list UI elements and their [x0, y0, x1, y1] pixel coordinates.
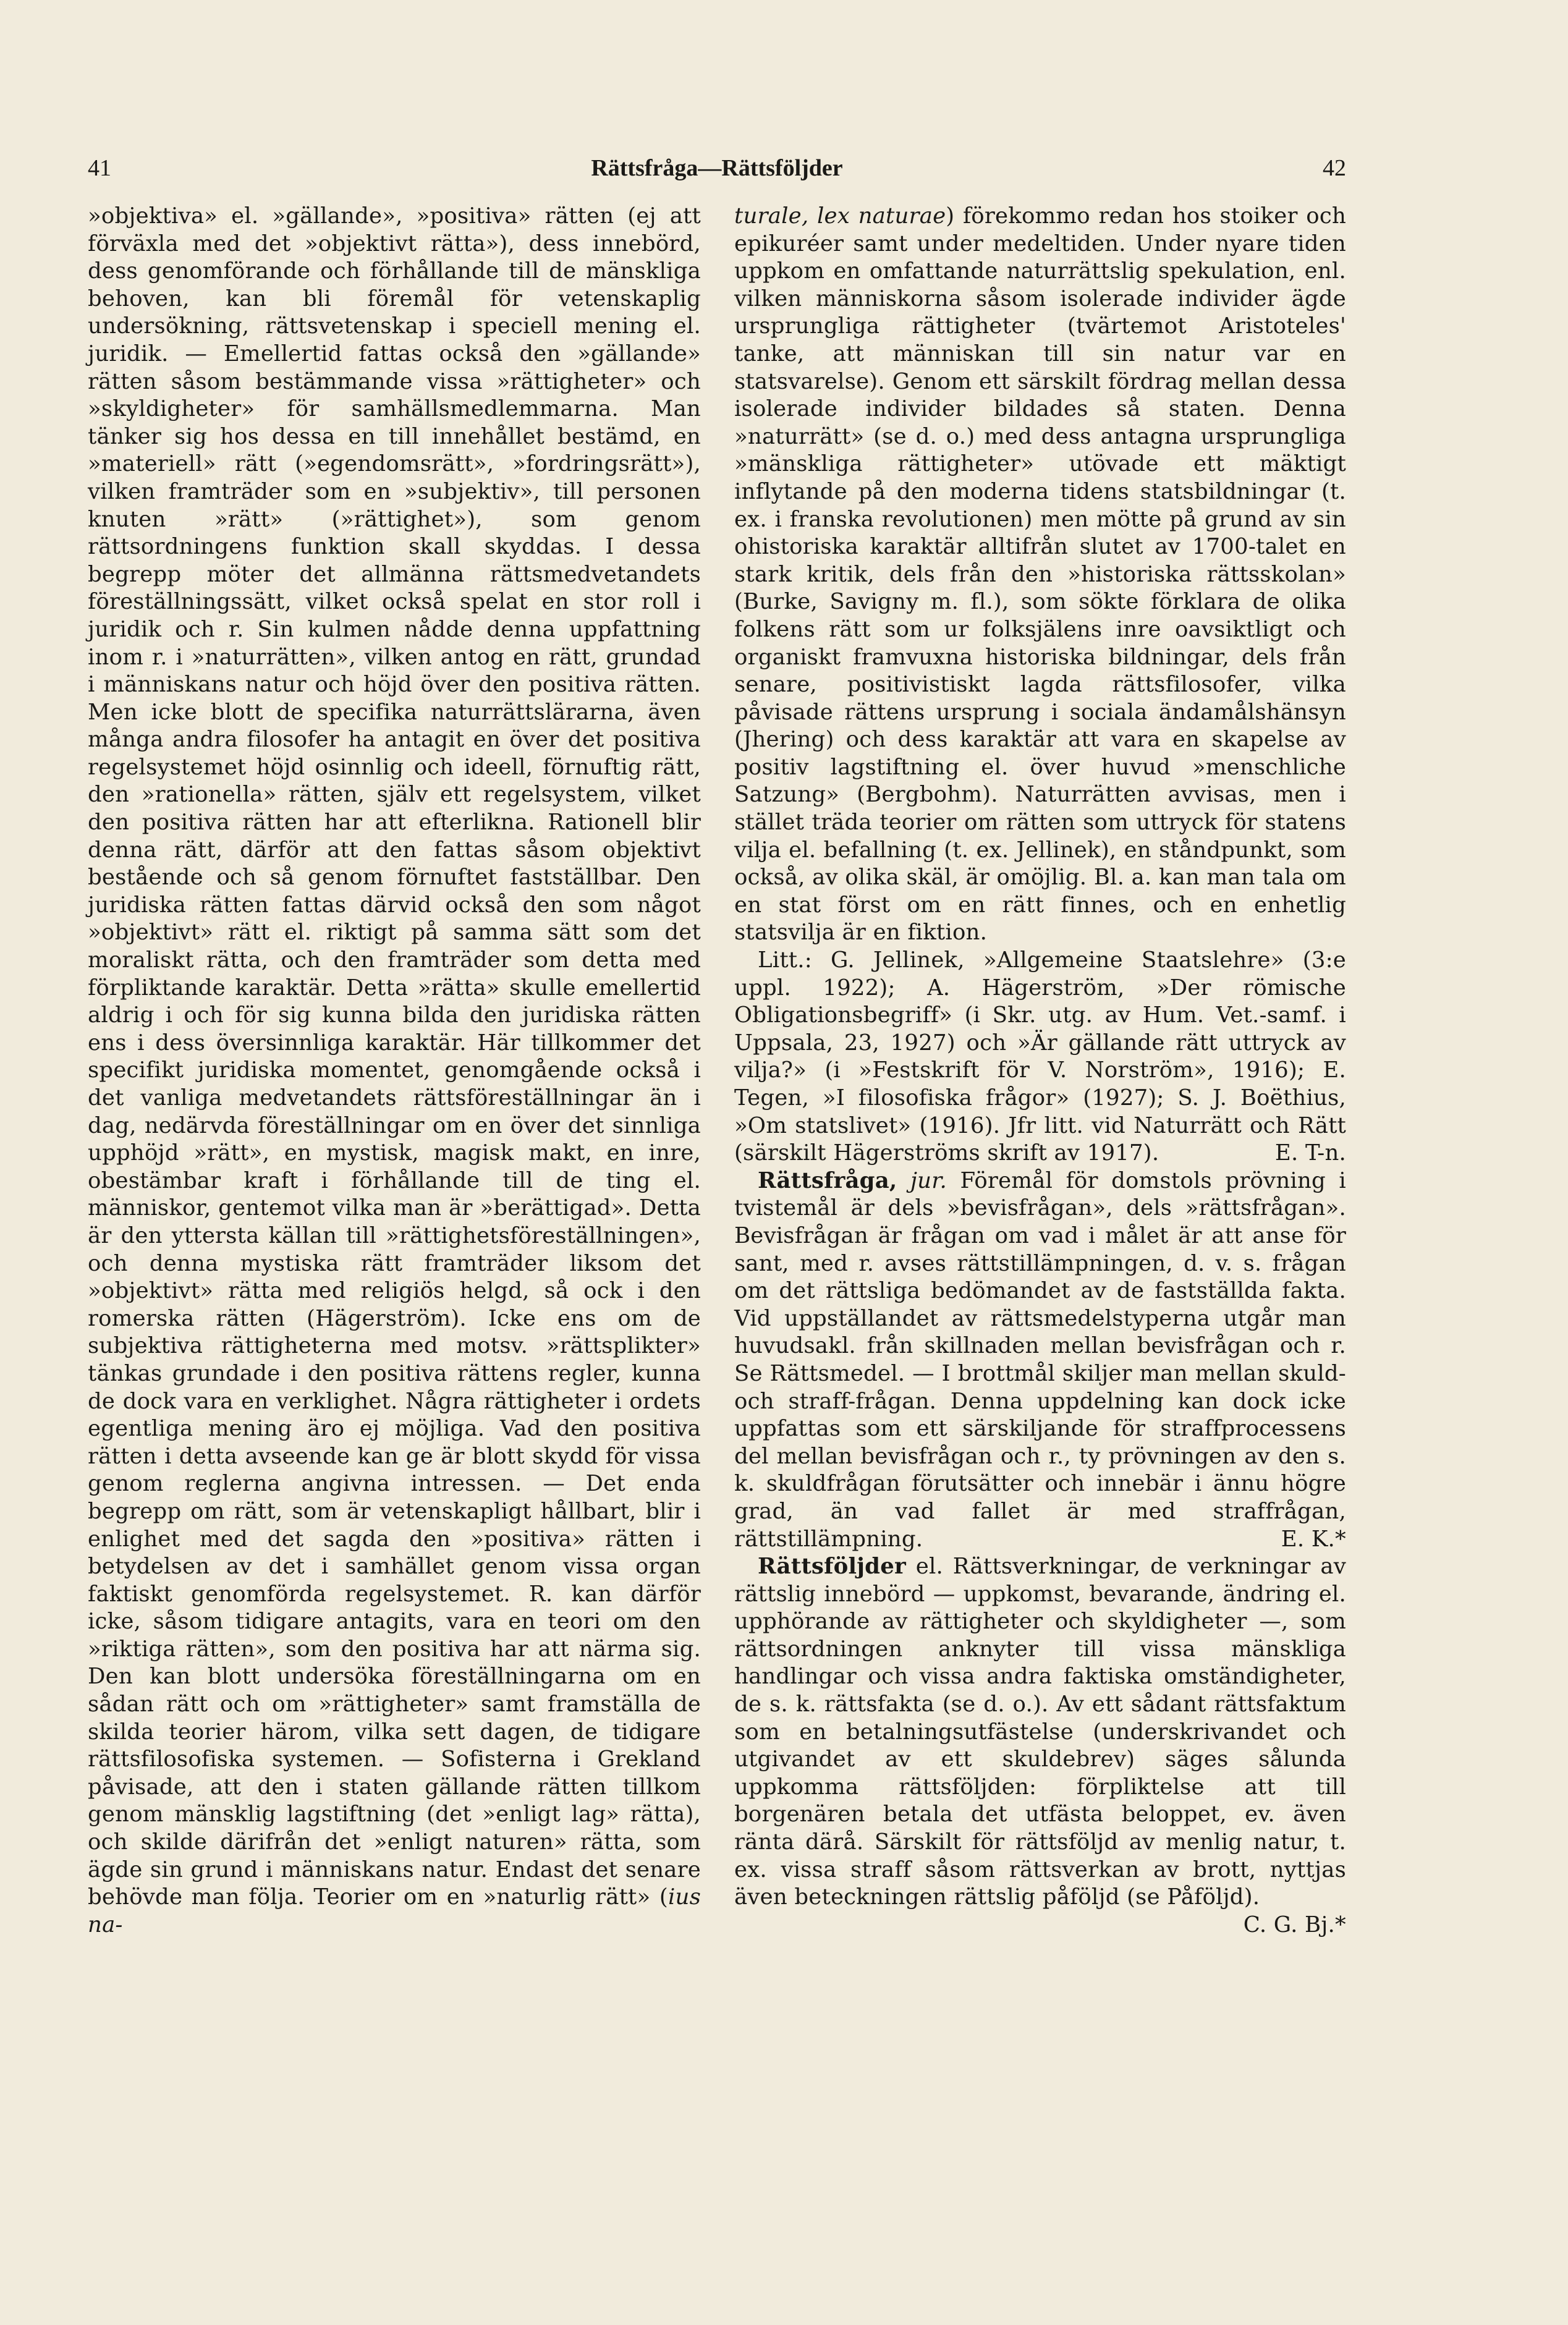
entry-rattsfraga-text: Föremål för domstols prövning i tvistemål är dels »bevisfrågan», dels »rättsfrågan». Bevisfrågan är frågan om vad i målet är att anse för sant, med r. avses rättstillämpningen, d. v. s. frågan om det rättsliga bedömandet av de fastställda fakta. Vid uppställandet av rättsmedelstyperna utgår man huvudsakl. från skillnaden mellan bevisfrågan och r. Se Rättsmedel. — I brottmål skiljer man mellan skuld- och straff-frågan. Denna uppdelning kan dock icke uppfattas som ett särskiljande för straffprocessens del mellan bevisfrågan och r., ty prövningen av den s. k. skuldfrågan förutsätter och innebär i ännu högre grad, än vad fallet är med straffrågan, rättstillämpning. [734, 1167, 1346, 1552]
page-number-right: 42 [1323, 155, 1346, 181]
entry-rattsfoljder-signature: C. G. Bj.* [1243, 1912, 1346, 1938]
left-column [88, 203, 701, 1939]
naturratt-continuation [734, 203, 1346, 947]
entry-rattsfraga [734, 1167, 1346, 1553]
right-column [734, 203, 1346, 1939]
continuation-text: ) förekommo redan hos stoiker och epikuréer samt under medeltiden. Under nyare tiden uppkom en omfattande naturrättslig spekulation, enl. vilken människorna såsom isolerade individer ägde ursprungliga rättigheter (tvärtemot Aristoteles' tanke, att människan till sin natur var en statsvarelse). Genom ett särskilt fördrag mellan dessa isolerade individer bildades så staten. Denna »naturrätt» (se d. o.) med dess antagna ursprungliga »mänskliga rättigheter» utövade ett mäktigt inflytande på den moderna tidens statsbildningar (t. ex. i franska revolutionen) men mötte på grund av sin ohistoriska karaktär alltifrån slutet av 1700-talet en stark kritik, dels från den »historiska rättsskolan» (Burke, Savigny m. fl.), som sökte förklara de olika folkens rätt som ur folksjälens inre oavsiktligt och organiskt framvuxna historiska bildningar, dels från senare, positivistiskt lagda rättsfilosofer, vilka påvisade rättens ursprung i sociala ändamålshänsyn (Jhering) och dess karaktär att vara en skapelse av positiv lagstiftning el. över huvud »menschliche Satzung» (Bergbohm). Naturrätten avvisas, men i stället träda teorier om rätten som uttryck för statens vilja el. befallning (t. ex. Jellinek), en ståndpunkt, som också, av olika skäl, är omöjlig. Bl. a. kan man tala om en stat först om en rätt finnes, och en enhetlig statsvilja är en fiktion. [734, 203, 1347, 946]
entry-rattsfoljder-text: el. Rättsverkningar, de verkningar av rättslig innebörd — uppkomst, bevarande, ändring el. upphörande av rättigheter och skyldigheter —, som rättsordningen anknyter till vissa mänskliga handlingar och vissa andra faktiska omständigheter, de s. k. rättsfakta (se d. o.). Av ett sådant rättsfaktum som en betalningsutfästelse (underskrivandet och utgivandet av ett skuldebrev) säges sålunda uppkomma rättsföljden: förpliktelse att till borgenären betala det utfästa beloppet, ev. även ränta därå. Särskilt för rättsföljd av menlig natur, t. ex. vissa straff såsom rättsverkan av brott, nyttjas även beteckningen rättslig påföljd (se Påföljd). [734, 1554, 1346, 1910]
left-column-paragraph [88, 203, 701, 1939]
lemma-rattsfraga-pos: jur. [910, 1167, 947, 1193]
literature-text: Litt.: G. Jellinek, »Allgemeine Staatslehre» (3:e uppl. 1922); A. Hägerström, »Der römische Obligationsbegriff» (i Skr. utg. av Hum. Vet.-samf. i Uppsala, 23, 1927) och »Är gällande rätt uttryck av vilja?» (i »Festskrift för V. Norström», 1916); E. Tegen, »I filosofiska frågor» (1927); S. J. Boëthius, »Om statslivet» (1916). Jfr litt. vid Naturrätt och Rätt (särskilt Hägerströms skrift av 1917). [734, 947, 1346, 1166]
entry-rattsfoljder [734, 1553, 1346, 1938]
continuation-italic: turale, lex naturae [734, 203, 946, 229]
lemma-rattsfraga: Rättsfråga, [758, 1167, 897, 1193]
left-column-italic-tail: ius na- [88, 1884, 701, 1938]
entry-rattsfraga-signature: E. K.* [1281, 1526, 1346, 1552]
left-column-text: »objektiva» el. »gällande», »positiva» rätten (ej att förväxla med det »objektivt rätta»), dess innebörd, dess genomförande och förhållande till de mänskliga behoven, kan bli föremål för vetenskaplig undersökning, rättsvetenskap i speciell mening el. juridik. — Emellertid fattas också den »gällande» rätten såsom bestämmande vissa »rättigheter» och »skyldigheter» för samhällsmedlemmarna. Man tänker sig hos dessa en till innehållet bestämd, en »materiell» rätt (»egendomsrätt», »fordringsrätt»), vilken framträder som en »subjektiv», till personen knuten »rätt» (»rättighet»), som genom rättsordningens funktion skall skyddas. I dessa begrepp möter det allmänna rättsmedvetandets föreställningssätt, vilket också spelat en stor roll i juridik och r. Sin kulmen nådde denna uppfattning inom r. i »naturrätten», vilken antog en rätt, grundad i människans natur och höjd över den positiva rätten. Men icke blott de specifika naturrättslärarna, även många andra filosofer ha antagit en över det positiva regelsystemet höjd osinnlig och ideell, förnuftig rätt, den »rationella» rätten, själv ett regelsystem, vilket den positiva rätten har att efterlikna. Rationell blir denna rätt, därför att den fattas såsom objektivt bestående och så genom förnuftet fastställbar. Den juridiska rätten fattas därvid också den som något »objektivt» rätt el. riktigt på samma sätt som det moraliskt rätta, och den framträder som detta med förpliktande karaktär. Detta »rätta» skulle emellertid aldrig i och för sig kunna bilda den juridiska rätten ens i dess översinnliga karaktär. Här tillkommer det specifikt juridiska momentet, genomgående också i det vanliga medvetandets rättsföreställningar än i dag, nedärvda föreställningar om en över det sinnliga upphöjd »rätt», en mystisk, magisk makt, en inre, obestämbar kraft i förhållande till de ting el. människor, gentemot vilka man är »berättigad». Detta är den yttersta källan till »rättighetsföreställningen», och denna mystiska rätt framträder liksom det »objektivt» rätta med religiös helgd, så ock i den romerska rätten (Hägerström). Icke ens om de subjektiva rättigheterna med motsv. »rättsplikter» tänkas grundade i den positiva rättens regler, kunna de dock vara en verklighet. Några rättigheter i ordets egentliga mening äro ej möjliga. Vad den positiva rätten i detta avseende kan ge är blott skydd för vissa genom reglerna angivna intressen. — Det enda begrepp om rätt, som är vetenskapligt hållbart, blir i enlighet med det sagda den »positiva» rätten i betydelsen av det i samhället genom vissa organ faktiskt genomförda regelsystemet. R. kan därför icke, såsom tidigare antagits, vara en teori om den »riktiga rätten», som den positiva har att närma sig. Den kan blott undersöka föreställningarna om en sådan rätt och om »rättigheter» samt framställa de skilda teorier härom, vilka sett dagen, de tidigare rättsfilosofiska systemen. — Sofisterna i Grekland påvisade, att den i staten gällande rätten tillkom genom mänsklig lagstiftning (det »enligt lag» rätta), och skilde därifrån det »enligt naturen» rätta, som ägde sin grund i människans natur. Endast det senare behövde man följa. Teorier om en »naturlig rätt» ( [88, 203, 701, 1910]
literature-signature: E. T-n. [1274, 1140, 1346, 1166]
literature-paragraph [734, 947, 1346, 1167]
lemma-rattsfoljder: Rättsföljder [758, 1554, 906, 1580]
page-number-left: 41 [88, 155, 111, 181]
page-header [88, 155, 1346, 192]
running-title: Rättsfråga—Rättsföljder [591, 155, 843, 181]
